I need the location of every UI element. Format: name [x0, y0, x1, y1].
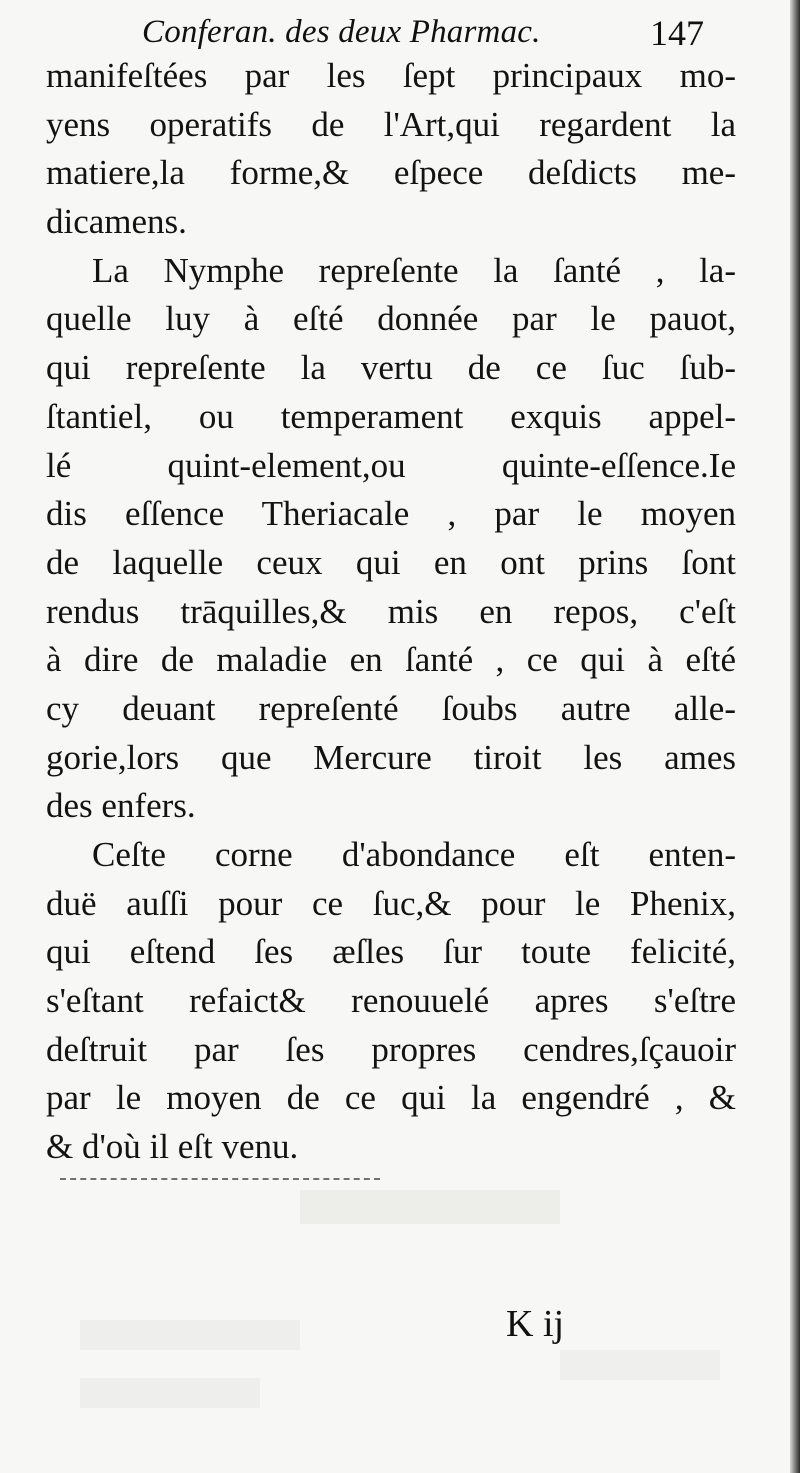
text-line: de laquelle ceux qui en ont prins ſont	[46, 542, 736, 582]
show-through-shadow	[560, 1350, 720, 1380]
text-line: dicamens.	[46, 202, 187, 242]
text-line: lé quint-element,ou quinte-eſſence.Ie	[46, 445, 736, 485]
show-through-shadow	[80, 1320, 300, 1350]
text-line: quelle luy à eſté donnée par le pauot,	[46, 299, 736, 339]
show-through-shadow	[80, 1378, 260, 1408]
text-line: Ceſte corne d'abondance eſt enten-	[92, 835, 736, 874]
text-line: des enfers.	[46, 786, 196, 826]
page-number: 147	[650, 13, 704, 53]
text-line: qui eſtend ſes æſles ſur toute felicité,	[46, 932, 736, 972]
paragraph-1	[46, 52, 736, 247]
text-line: rendus trāquilles,& mis en repos, c'eſt	[46, 591, 736, 631]
text-line: s'eſtant refaict& renouuelé apres s'eſtre	[46, 981, 736, 1021]
text-line: cy deuant repreſenté ſoubs autre alle-	[46, 688, 736, 728]
page-edge-shadow	[790, 0, 800, 1473]
running-head-title: Conferan. des deux Pharmac.	[142, 14, 541, 50]
signature-mark: K ij	[506, 1303, 565, 1345]
text-line: ſtantiel, ou temperament exquis appel-	[46, 396, 736, 436]
text-line: deſtruit par ſes propres cendres,ſçauoir	[46, 1029, 736, 1069]
paragraph-2	[46, 247, 736, 831]
text-line: La Nymphe repreſente la ſanté , la-	[92, 250, 736, 290]
text-line: matiere,la forme,& eſpece deſdicts me-	[46, 153, 736, 193]
text-line: manifeſtées par les ſept principaux mo-	[46, 56, 736, 95]
end-rule	[60, 1178, 380, 1180]
text-line: & d'où il eſt venu.	[46, 1127, 299, 1167]
text-line: gorie,lors que Mercure tiroit les ames	[46, 737, 736, 777]
body-text	[46, 52, 736, 1172]
text-line: qui repreſente la vertu de ce ſuc ſub-	[46, 348, 736, 388]
paragraph-3	[46, 831, 736, 1172]
running-head	[142, 14, 742, 54]
text-line: dis eſſence Theriacale , par le moyen	[46, 494, 736, 534]
text-line: yens operatifs de l'Art,qui regardent la	[46, 104, 736, 144]
show-through-shadow	[300, 1190, 560, 1224]
text-line: duë auſſi pour ce ſuc,& pour le Phenix,	[46, 883, 736, 923]
text-line: à dire de maladie en ſanté , ce qui à eſté	[46, 640, 736, 680]
text-line: par le moyen de ce qui la engendré , &	[46, 1078, 736, 1118]
